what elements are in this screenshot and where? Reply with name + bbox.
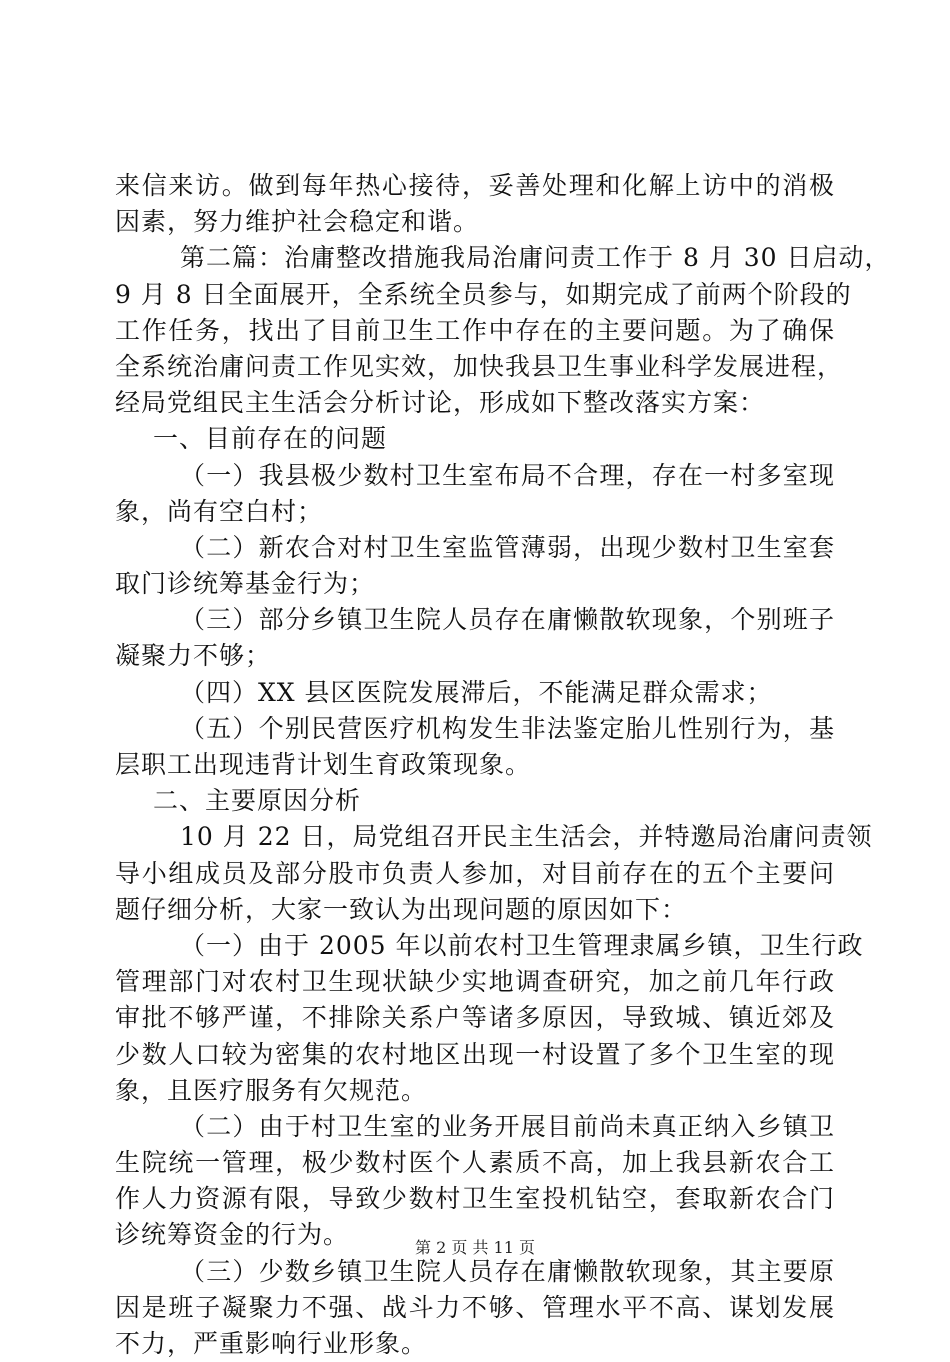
text-line: 象，尚有空白村； [115, 496, 324, 526]
text-line: （一）由于 2005 年以前农村卫生管理隶属乡镇，卫生行政 [180, 930, 864, 960]
text-line: （二）新农合对村卫生室监管薄弱，出现少数村卫生室套 [180, 532, 835, 562]
text-line: 取门诊统筹基金行为； [115, 569, 376, 599]
text-line: （三）少数乡镇卫生院人员存在庸懒散软现象，其主要原 [180, 1256, 835, 1286]
text-line: （三）部分乡镇卫生院人员存在庸懒散软现象，个别班子 [180, 605, 835, 635]
text-line: 层职工出现违背计划生育政策现象。 [115, 750, 532, 779]
text-line: 作人力资源有限，导致少数村卫生室投机钻空，套取新农合门 [115, 1184, 835, 1214]
text-line: （五）个别民营医疗机构发生非法鉴定胎儿性别行为，基 [180, 713, 835, 743]
text-line: 象，且医疗服务有欠规范。 [115, 1075, 428, 1105]
text-line: （二）由于村卫生室的业务开展目前尚未真正纳入乡镇卫 [180, 1111, 835, 1141]
text-line: 二、主要原因分析 [153, 786, 362, 816]
text-line: 题仔细分析，大家一致认为出现问题的原因如下： [115, 894, 688, 924]
text-line: 全系统治庸问责工作见实效，加快我县卫生事业科学发展进程， [115, 351, 844, 381]
text-line: 经局党组民主生活会分析讨论，形成如下整改落实方案： [115, 388, 766, 418]
text-line: 诊统筹资金的行为。 [115, 1220, 350, 1250]
text-line: 因是班子凝聚力不强、战斗力不够、管理水平不高、谋划发展 [115, 1292, 835, 1322]
text-line: 来信来访。做到每年热心接待，妥善处理和化解上访中的消极 [115, 171, 835, 200]
text-line: 第二篇：治庸整改措施我局治庸问责工作于 8 月 30 日启动， [180, 243, 891, 273]
text-line: 10 月 22 日，局党组召开民主生活会，并特邀局治庸问责领 [180, 822, 873, 852]
text-line: 凝聚力不够； [115, 641, 272, 671]
text-line: 因素，努力维护社会稳定和谐。 [115, 207, 480, 237]
text-line: 一、目前存在的问题 [153, 424, 388, 454]
text-line: 审批不够严谨，不排除关系户等诸多原因，导致城、镇近郊及 [115, 1003, 835, 1033]
text-line: （一）我县极少数村卫生室布局不合理，存在一村多室现 [180, 460, 835, 490]
text-line: 管理部门对农村卫生现状缺少实地调查研究，加之前几年行政 [115, 967, 835, 997]
text-line: 导小组成员及部分股市负责人参加，对目前存在的五个主要问 [115, 858, 835, 888]
text-line: 少数人口较为密集的农村地区出现一村设置了多个卫生室的现 [115, 1039, 835, 1069]
text-line: 不力，严重影响行业形象。 [115, 1329, 428, 1358]
text-line: （四）XX 县区医院发展滞后，不能满足群众需求； [180, 677, 773, 707]
text-line: 生院统一管理，极少数村医个人素质不高，加上我县新农合工 [115, 1148, 835, 1178]
document-body [115, 168, 891, 1362]
text-line: 工作任务，找出了目前卫生工作中存在的主要问题。为了确保 [115, 315, 835, 345]
text-line: 9 月 8 日全面展开，全系统全员参与，如期完成了前两个阶段的 [115, 279, 852, 309]
page-footer: 第 2 页 共 11 页 [415, 1238, 535, 1257]
